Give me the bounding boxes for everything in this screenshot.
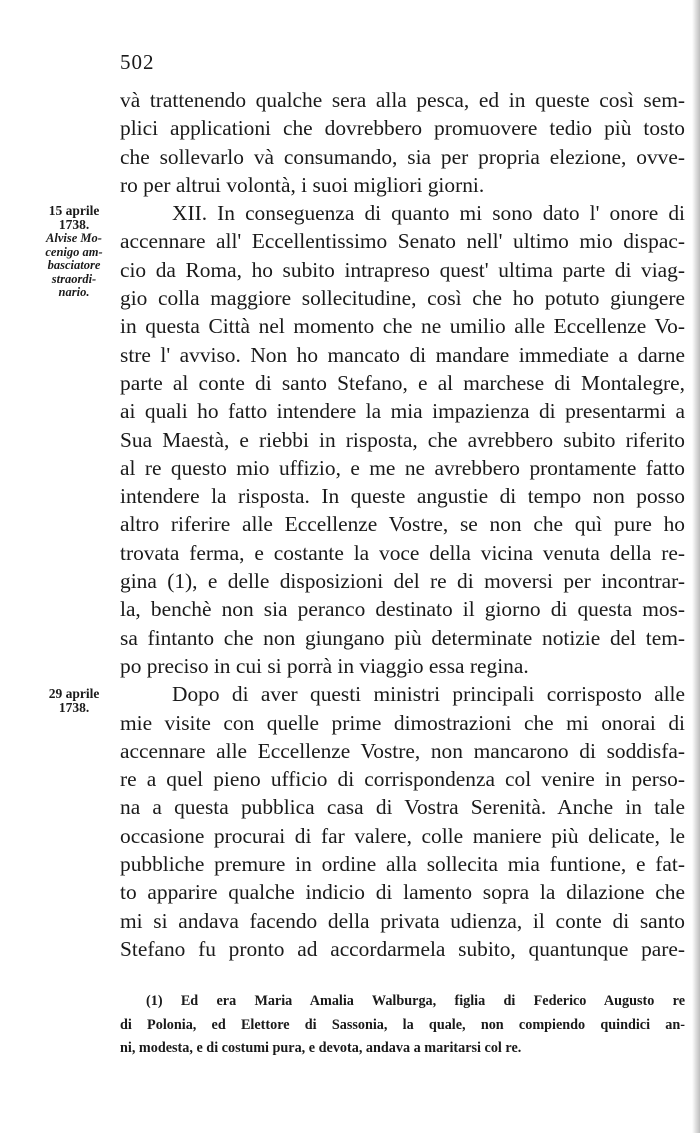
footnote-line: ni, modesta, e di costumi pura, e devota, andava a maritarsi col re. bbox=[120, 1040, 522, 1056]
margin-note-29-april bbox=[30, 687, 118, 715]
text-line: pubbliche premure in ordine alla sollecita mia funtione, e fat- bbox=[120, 852, 685, 877]
margin-year: 1738. bbox=[58, 700, 90, 715]
text-line: plici applicationi che dovrebbero promuovere tedio più tosto bbox=[120, 116, 685, 141]
text-line: mie visite con quelle prime dimostrazioni che mi onorai di bbox=[120, 710, 685, 735]
text-line: accennare all' Eccellentissimo Senato nell' ultimo mio dispac- bbox=[120, 229, 685, 254]
text-line: na a questa pubblica casa di Vostra Serenità. Anche in tale bbox=[120, 795, 685, 820]
text-line: po preciso in cui si porrà in viaggio essa regina. bbox=[120, 653, 529, 678]
margin-note-15-april bbox=[30, 204, 118, 300]
margin-person-line: straordi- bbox=[51, 271, 97, 286]
text-line: parte al conte di santo Stefano, e al marchese di Montalegre, bbox=[120, 370, 685, 395]
text-line: accennare alle Eccellenze Vostre, non mancarono di soddisfa- bbox=[120, 738, 685, 763]
text-line: al re questo mio uffizio, e me ne avrebbero prontamente fatto bbox=[120, 455, 685, 480]
margin-person-line: Alvise Mo- bbox=[46, 231, 102, 245]
paragraph-1 bbox=[120, 86, 685, 199]
text-line: in questa Città nel momento che ne umilio alle Eccellenze Vo- bbox=[120, 314, 685, 339]
margin-person-line: basciatore bbox=[47, 258, 101, 272]
text-line: mi si andava facendo della privata udienza, il conte di santo bbox=[120, 908, 685, 933]
page-number: 502 bbox=[120, 50, 155, 74]
margin-date: 29 aprile bbox=[48, 686, 100, 701]
text-line: XII. In conseguenza di quanto mi sono dato l' onore di bbox=[172, 201, 685, 226]
text-line: altro riferire alle Eccellenze Vostre, se non che quì pure ho bbox=[120, 512, 685, 537]
text-line: Sua Maestà, e riebbi in risposta, che avrebbero subito riferito bbox=[120, 427, 685, 452]
text-line: gio colla maggiore sollecitudine, così che ho potuto giungere bbox=[120, 286, 685, 311]
footnote-line: (1) Ed era Maria Amalia Walburga, figlia di Federico Augusto re bbox=[146, 993, 685, 1009]
text-line: trovata ferma, e costante la voce della vicina venuta della re- bbox=[120, 540, 685, 565]
text-line: cio da Roma, ho subito intrapreso quest' ultima parte di viag- bbox=[120, 257, 685, 282]
page-edge-shadow bbox=[692, 0, 700, 1133]
text-line: intendere la risposta. In queste angustie di tempo non posso bbox=[120, 484, 685, 509]
margin-date: 15 aprile bbox=[48, 203, 100, 218]
text-line: che sollevarlo và consumando, sia per propria elezione, ovve- bbox=[120, 144, 685, 169]
margin-year: 1738. bbox=[58, 217, 90, 232]
text-line: occasione procurai di far valere, colle maniere più delicate, le bbox=[120, 823, 685, 848]
footnote-line: di Polonia, ed Elettore di Sassonia, la quale, non compiendo quindici an- bbox=[120, 1016, 685, 1033]
footnote bbox=[120, 990, 685, 1061]
margin-person-line: cenigo am- bbox=[45, 244, 103, 259]
text-line: Dopo di aver questi ministri principali corrisposto alle bbox=[172, 682, 685, 707]
text-line: sa fintanto che non giungano più determinate notizie del tem- bbox=[120, 625, 685, 650]
paragraph-3 bbox=[120, 680, 685, 963]
body-text bbox=[120, 86, 685, 963]
text-line: Stefano fu pronto ad accordarmela subito, quantunque pare- bbox=[120, 936, 685, 961]
text-line: ai quali ho fatto intendere la mia impazienza di presentarmi a bbox=[120, 399, 685, 424]
text-line: và trattenendo qualche sera alla pesca, ed in queste così sem- bbox=[120, 88, 685, 112]
text-line: ro per altrui volontà, i suoi migliori giorni. bbox=[120, 172, 485, 197]
text-line: re a quel pieno ufficio di corrispondenza col venire in perso- bbox=[120, 767, 685, 792]
text-line: stre l' avviso. Non ho mancato di mandare immediate a darne bbox=[120, 342, 685, 367]
margin-person-line: nario. bbox=[58, 285, 90, 299]
paragraph-2 bbox=[120, 199, 685, 680]
text-line: la, benchè non sia peranco destinato il giorno di questa mos- bbox=[120, 597, 685, 622]
text-line: gina (1), e delle disposizioni del re di moversi per incontrar- bbox=[120, 569, 685, 594]
text-line: to apparire qualche indicio di lamento sopra la dilazione che bbox=[120, 880, 685, 905]
